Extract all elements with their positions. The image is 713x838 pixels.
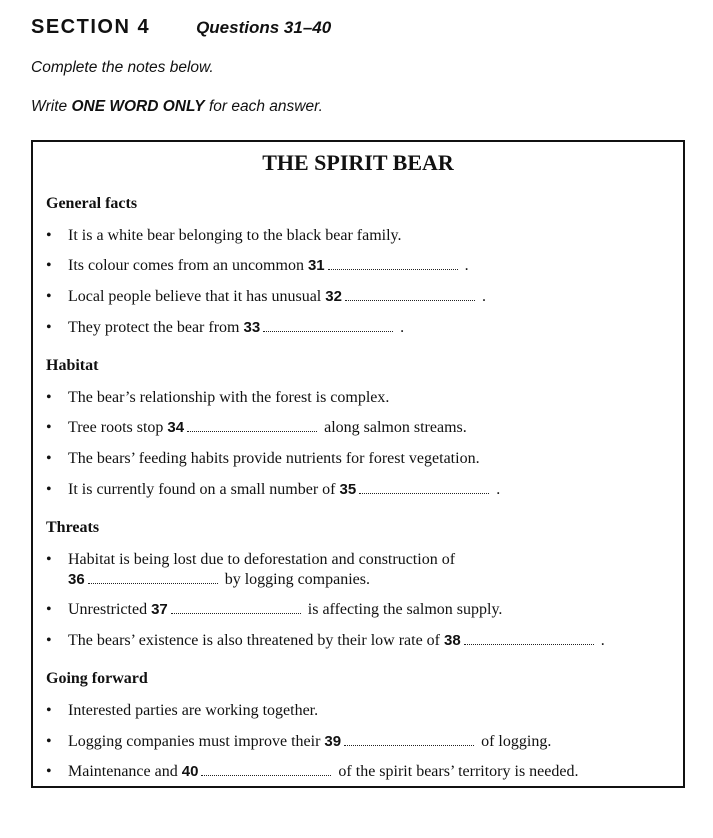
item-post: . bbox=[481, 288, 486, 305]
instruction-complete: Complete the notes below. bbox=[31, 59, 214, 76]
item-post: . bbox=[600, 632, 605, 649]
question-number-34: 34 bbox=[167, 419, 185, 436]
item-pre: Maintenance and bbox=[68, 763, 178, 780]
item-text bbox=[68, 287, 663, 307]
bullet: • bbox=[46, 319, 52, 336]
item-pre: Logging companies must improve their bbox=[68, 733, 321, 750]
heading-going-forward: Going forward bbox=[46, 670, 148, 687]
item-pre: They protect the bear from bbox=[68, 319, 240, 336]
question-number-32: 32 bbox=[325, 288, 342, 305]
question-number-38: 38 bbox=[444, 632, 461, 649]
answer-blank-35[interactable] bbox=[359, 481, 489, 494]
item-text: Interested parties are working together. bbox=[68, 702, 319, 719]
list-item bbox=[46, 550, 663, 590]
item-post: of logging. bbox=[481, 733, 552, 750]
bullet: • bbox=[46, 450, 52, 467]
question-number-31: 31 bbox=[307, 257, 325, 274]
item-pre: The bears’ existence is also threatened by their low rate of bbox=[68, 632, 440, 649]
answer-blank-40[interactable] bbox=[201, 763, 331, 776]
item-line1: Habitat is being lost due to deforestation and construction of bbox=[68, 551, 456, 568]
bullet: • bbox=[46, 257, 52, 274]
item-post: of the spirit bears’ territory is needed. bbox=[338, 763, 579, 780]
heading-general-facts: General facts bbox=[46, 195, 138, 212]
heading-habitat: Habitat bbox=[46, 357, 99, 374]
bullet: • bbox=[46, 632, 52, 649]
answer-blank-38[interactable] bbox=[464, 632, 594, 645]
answer-blank-34[interactable] bbox=[187, 419, 317, 432]
instruction-pre: Write bbox=[31, 98, 72, 115]
item-pre: Local people believe that it has unusual bbox=[68, 288, 322, 305]
section-label: SECTION 4 bbox=[31, 16, 151, 38]
question-number-35: 35 bbox=[339, 481, 357, 498]
question-number-39: 39 bbox=[324, 733, 342, 750]
question-number-33: 33 bbox=[243, 319, 261, 336]
item-post: along salmon streams. bbox=[324, 419, 467, 436]
item-pre: Tree roots stop bbox=[68, 419, 164, 436]
item-post: . bbox=[496, 481, 501, 498]
bullet: • bbox=[46, 419, 52, 436]
bullet: • bbox=[46, 601, 52, 618]
item-post: . bbox=[464, 257, 469, 274]
item-text: It is a white bear belonging to the black bear family. bbox=[68, 227, 402, 244]
item-text bbox=[68, 631, 663, 651]
bullet: • bbox=[46, 551, 52, 568]
item-post: by logging companies. bbox=[224, 571, 370, 588]
questions-range: Questions 31–40 bbox=[196, 18, 332, 37]
question-number-36: 36 bbox=[68, 571, 85, 588]
instruction-bold: ONE WORD ONLY bbox=[71, 98, 205, 115]
item-text bbox=[68, 600, 663, 620]
item-text bbox=[68, 550, 663, 590]
item-text bbox=[68, 762, 663, 782]
answer-blank-31[interactable] bbox=[328, 257, 458, 270]
item-pre: It is currently found on a small number of bbox=[68, 481, 336, 498]
heading-threats: Threats bbox=[46, 519, 100, 536]
item-text bbox=[68, 318, 663, 338]
answer-blank-36[interactable] bbox=[88, 571, 218, 584]
bullet: • bbox=[46, 763, 52, 780]
item-text bbox=[68, 256, 663, 276]
item-post: is affecting the salmon supply. bbox=[307, 601, 503, 618]
bullet: • bbox=[46, 288, 52, 305]
item-pre: Unrestricted bbox=[68, 601, 148, 618]
question-number-40: 40 bbox=[181, 763, 199, 780]
notes-box bbox=[31, 140, 685, 788]
answer-blank-39[interactable] bbox=[344, 733, 474, 746]
answer-blank-33[interactable] bbox=[263, 319, 393, 332]
bullet: • bbox=[46, 702, 52, 719]
notes-title: THE SPIRIT BEAR bbox=[262, 150, 454, 175]
item-text bbox=[68, 480, 663, 500]
answer-blank-37[interactable] bbox=[171, 601, 301, 614]
item-text: The bears’ feeding habits provide nutrients for forest vegetation. bbox=[68, 450, 480, 467]
item-text: The bear’s relationship with the forest is complex. bbox=[68, 389, 390, 406]
bullet: • bbox=[46, 481, 52, 498]
answer-blank-32[interactable] bbox=[345, 288, 475, 301]
item-text bbox=[68, 418, 663, 438]
bullet: • bbox=[46, 227, 52, 244]
item-text bbox=[68, 732, 663, 752]
instruction-post: for each answer. bbox=[204, 98, 323, 115]
instruction-word-limit bbox=[31, 98, 323, 116]
question-number-37: 37 bbox=[151, 601, 168, 618]
item-post: . bbox=[400, 319, 405, 336]
bullet: • bbox=[46, 733, 52, 750]
bullet: • bbox=[46, 389, 52, 406]
item-pre: Its colour comes from an uncommon bbox=[68, 257, 304, 274]
section-header bbox=[31, 16, 331, 42]
